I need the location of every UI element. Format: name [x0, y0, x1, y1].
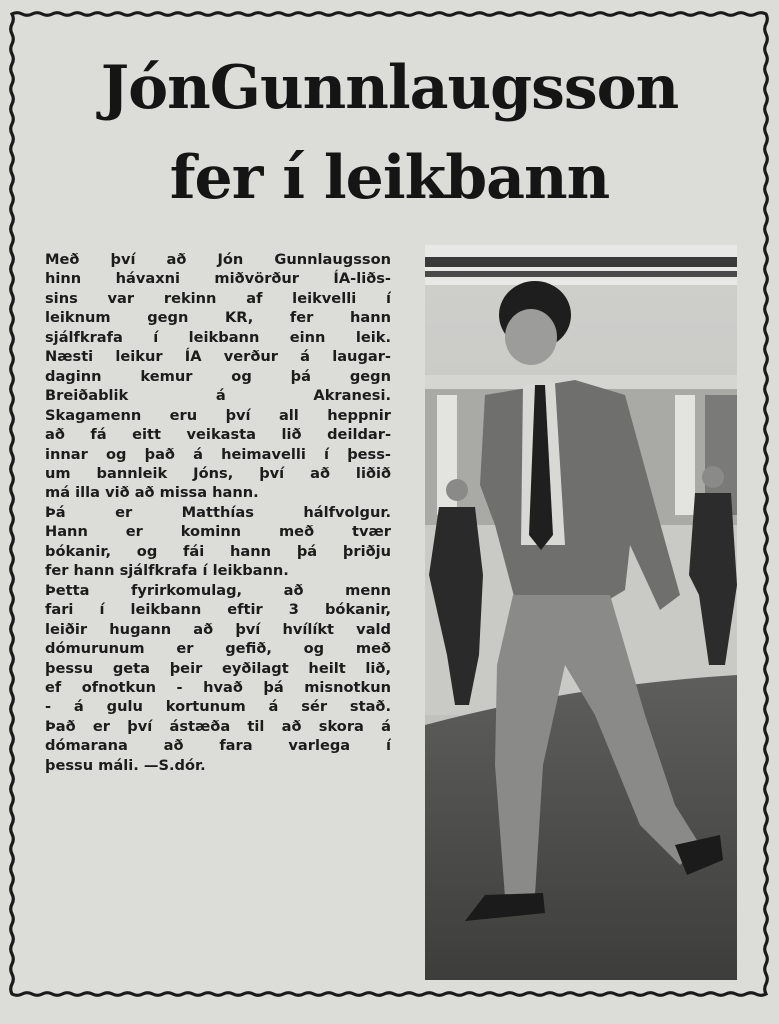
article-paragraph	[45, 581, 391, 776]
article-line: Með því að Jón Gunnlaugsson	[45, 251, 391, 268]
article-line: Hann er kominn með tvær	[45, 523, 391, 541]
article-line: Það er því ástæða til að skora á	[45, 717, 391, 735]
article-line: þessu geta þeir eyðilagt heilt lið,	[45, 659, 391, 677]
article-paragraph	[45, 250, 391, 503]
article-line: leiðir hugann að því hvílíkt vald	[45, 620, 391, 638]
article-line: Þetta fyrirkomulag, að menn	[45, 581, 391, 599]
article-line: fer hann sjálfkrafa í leikbann.	[45, 562, 289, 580]
headline-line-2: fer í leikbann	[169, 143, 610, 213]
headline	[22, 42, 757, 222]
article-line: hinn hávaxni miðvörður ÍA-liðs-	[45, 270, 391, 288]
article-line: Næsti leikur ÍA verður á laugar-	[45, 348, 391, 366]
article-line: dómarana að fara varlega í	[45, 737, 391, 755]
article-line: innar og það á heimavelli í þess-	[45, 445, 391, 463]
article-line: að fá eitt veikasta lið deildar-	[45, 426, 391, 444]
article-line: bókanir, og fái hann þá þriðju	[45, 542, 391, 560]
article-line: dómurunum er gefið, og með	[45, 640, 391, 658]
photo-illustration	[425, 245, 737, 980]
article-line: um bannleik Jóns, því að liðið	[45, 464, 391, 482]
article-line: leiknum gegn KR, fer hann	[45, 309, 391, 327]
article-line: sins var rekinn af leikvelli í	[45, 289, 391, 307]
article-line: - á gulu kortunum á sér stað.	[45, 698, 391, 716]
article-line: Breiðablik á Akranesi.	[45, 387, 391, 405]
article-line: sjálfkrafa í leikbann einn leik.	[45, 328, 391, 346]
article-line: daginn kemur og þá gegn	[45, 367, 391, 385]
article-line: Þá er Matthías hálfvolgur.	[45, 503, 391, 521]
headline-line-1: JónGunnlaugsson	[100, 53, 679, 123]
article-line: má illa við að missa hann.	[45, 484, 259, 502]
article-line: fari í leikbann eftir 3 bókanir,	[45, 601, 391, 619]
article-line: ef ofnotkun - hvað þá misnotkun	[45, 678, 391, 696]
article-body	[45, 250, 391, 775]
article-paragraph	[45, 503, 391, 581]
article-line: þessu máli. —S.dór.	[45, 756, 206, 774]
article-line: Skagamenn eru því all heppnir	[45, 406, 391, 424]
photo-man-walking	[425, 245, 737, 980]
